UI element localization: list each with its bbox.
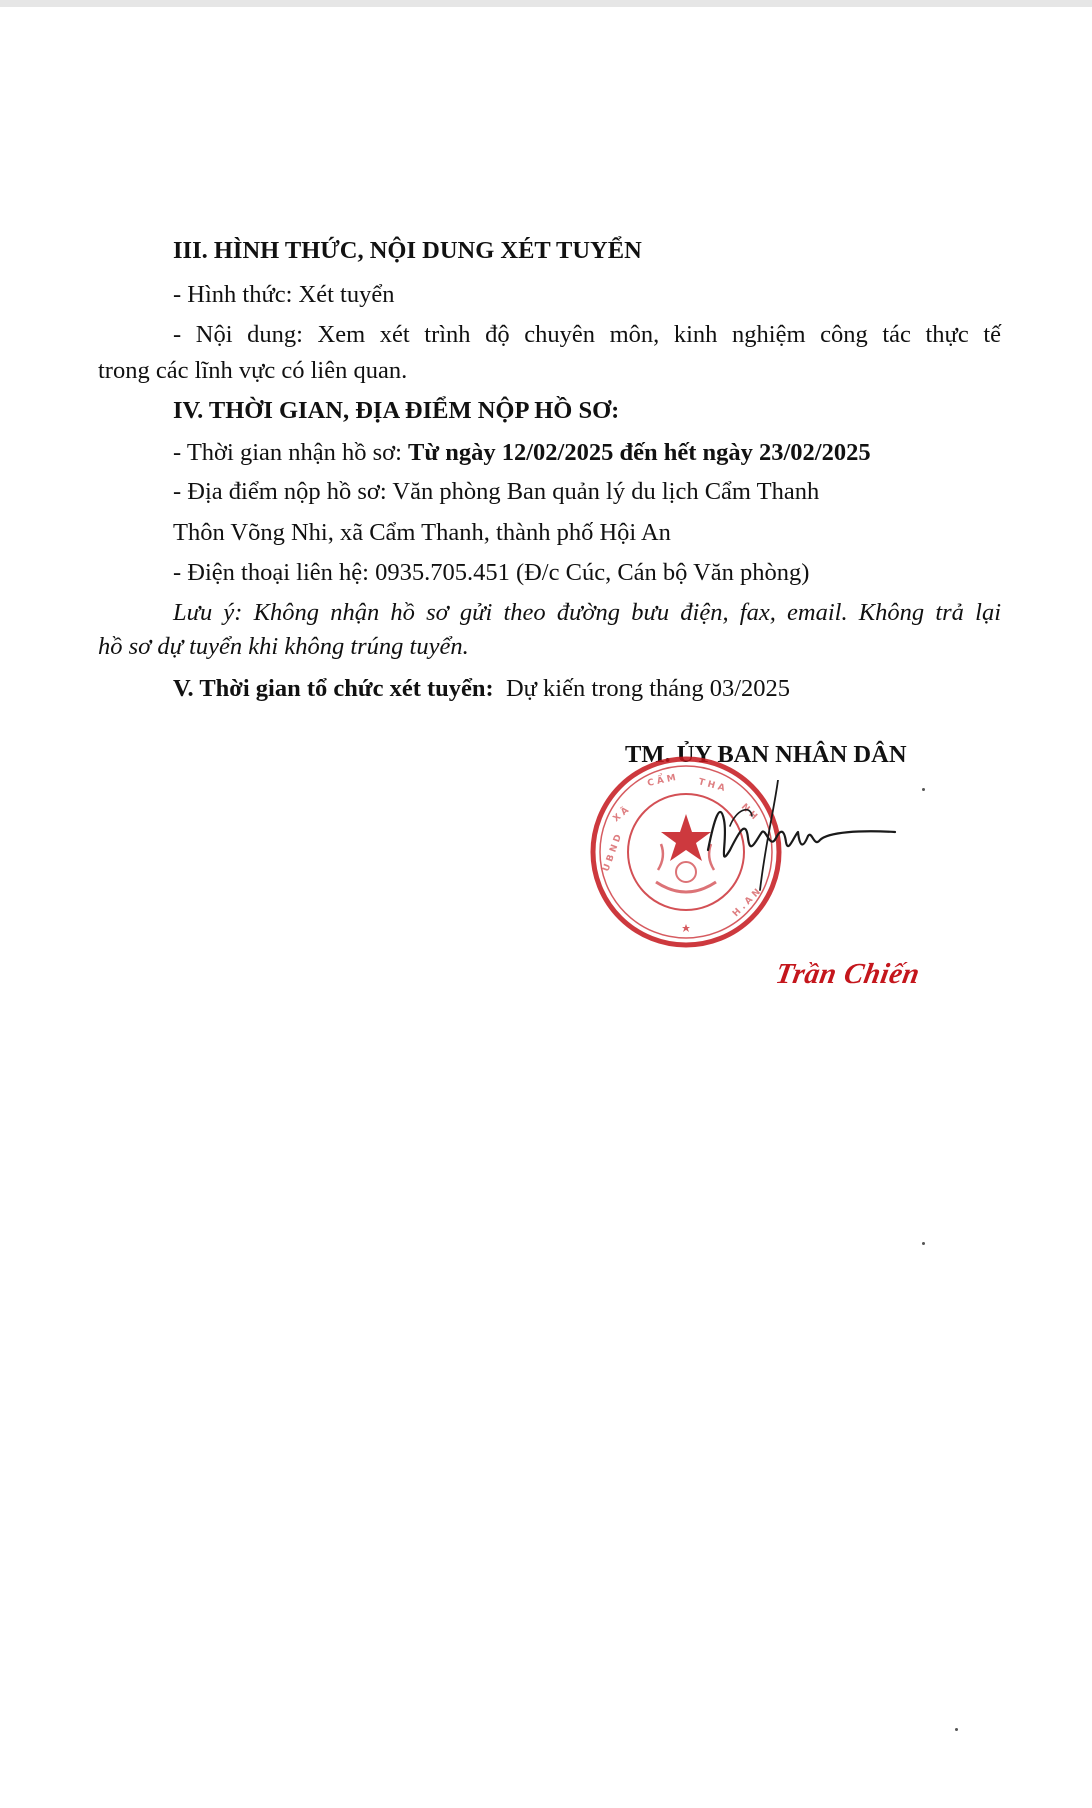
section-3-content-line-2: trong các lĩnh vực có liên quan. [98, 357, 408, 384]
section-3-form: - Hình thức: Xét tuyển [173, 281, 395, 308]
section-4-place-line-2: Thôn Võng Nhi, xã Cẩm Thanh, thành phố Hội An [173, 519, 671, 546]
section-4-note-line-1: Lưu ý: Không nhận hồ sơ gửi theo đường bưu điện, fax, email. Không trả lại [173, 599, 1001, 626]
scan-speck [922, 1242, 925, 1245]
section-5-heading: V. Thời gian tổ chức xét tuyển: [173, 675, 494, 702]
top-edge [0, 0, 1092, 7]
svg-text:N H: N H [738, 802, 759, 822]
svg-text:T H A: T H A [697, 777, 726, 794]
scan-speck [922, 788, 925, 791]
handwritten-signature-icon [700, 780, 900, 900]
section-5 [173, 674, 790, 704]
section-5-value: Dự kiến trong tháng 03/2025 [505, 675, 791, 702]
section-4-time-value: Từ ngày 12/02/2025 đến hết ngày 23/02/2025 [408, 439, 871, 466]
section-4-note-line-2: hồ sơ dự tuyển khi không trúng tuyển. [98, 633, 469, 660]
svg-text:C Ẩ M: C Ẩ M [646, 773, 677, 789]
section-4-time-label: - Thời gian nhận hồ sơ: [173, 439, 409, 466]
scan-speck [955, 1728, 958, 1731]
section-3-heading: III. HÌNH THỨC, NỘI DUNG XÉT TUYỂN [173, 237, 642, 264]
section-4-heading: IV. THỜI GIAN, ĐỊA ĐIỂM NỘP HỒ SƠ: [173, 397, 620, 424]
section-4-time [173, 438, 871, 468]
section-4-phone: - Điện thoại liên hệ: 0935.705.451 (Đ/c Cúc, Cán bộ Văn phòng) [173, 559, 810, 586]
svg-text:H . A N: H . A N [731, 887, 763, 920]
section-3-content-line-1: - Nội dung: Xem xét trình độ chuyên môn, kinh nghiệm công tác thực tế [173, 321, 1001, 348]
section-4-place-line-1: - Địa điểm nộp hồ sơ: Văn phòng Ban quản lý du lịch Cẩm Thanh [173, 478, 820, 505]
signer-name: Trần Chiến [773, 958, 923, 990]
svg-text:X Ã: X Ã [611, 805, 631, 825]
signature-title: TM. ỦY BAN NHÂN DÂN [625, 741, 907, 768]
svg-text:U B N D: U B N D [601, 833, 625, 874]
